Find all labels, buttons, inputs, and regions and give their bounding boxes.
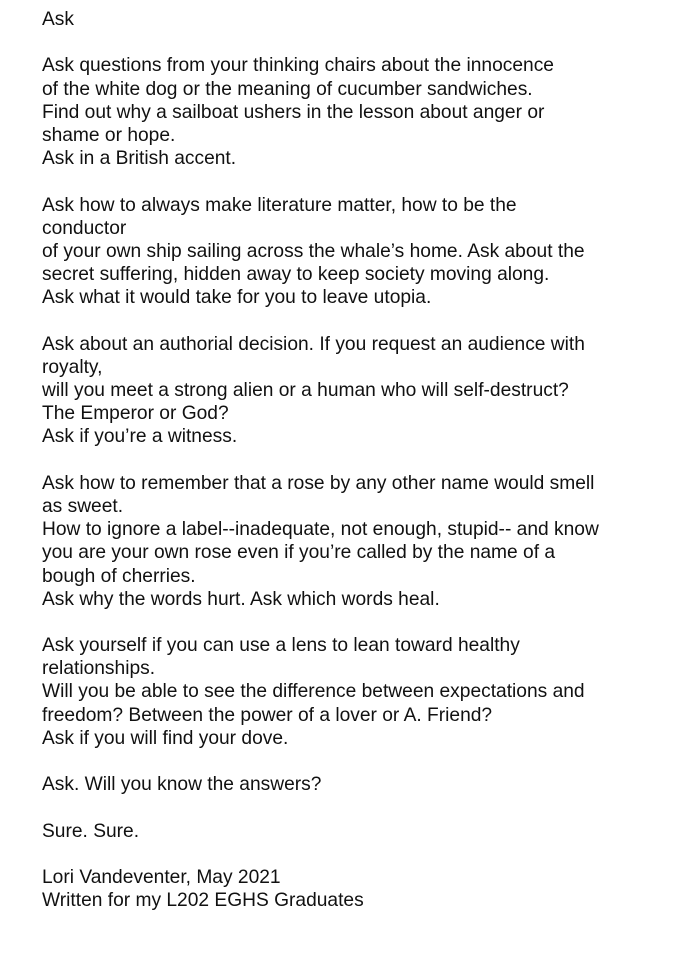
poem-body	[42, 54, 682, 842]
poem-line: royalty,	[42, 356, 103, 378]
poem-line: Ask yourself if you can use a lens to lean toward healthy	[42, 635, 520, 657]
poem-line: Ask about an authorial decision. If you request an audience with	[42, 333, 585, 355]
poem-line: Sure. Sure.	[42, 820, 140, 842]
stanza	[42, 333, 682, 449]
poem-line: of your own ship sailing across the whale’s home. Ask about the	[42, 240, 585, 262]
dedication-line: Written for my L202 EGHS Graduates	[42, 890, 364, 912]
poem-line: Will you be able to see the difference between expectations and	[42, 681, 585, 703]
poem-line: freedom? Between the power of a lover or A. Friend?	[42, 704, 493, 726]
poem-line: shame or hope.	[42, 124, 176, 146]
poem-line: as sweet.	[42, 495, 124, 517]
stanza	[42, 194, 682, 310]
poem-line: Ask how to remember that a rose by any other name would smell	[42, 472, 595, 494]
stanza	[42, 472, 682, 611]
stanza	[42, 634, 682, 750]
stanza	[42, 773, 682, 796]
poem-line: will you meet a strong alien or a human who will self-destruct?	[42, 380, 569, 401]
poem-line: Ask questions from your thinking chairs about the innocence	[42, 55, 554, 77]
poem-title-block	[42, 8, 682, 31]
poem-line: Ask in a British accent.	[42, 148, 237, 170]
poem-line: you are your own rose even if you’re called by the name of a	[42, 542, 556, 564]
poem-document	[42, 8, 682, 912]
poem-line: conductor	[42, 217, 127, 239]
poem-line: of the white dog or the meaning of cucumber sandwiches.	[42, 78, 533, 100]
poem-line: The Emperor or God?	[42, 403, 229, 425]
poem-title: Ask	[42, 9, 74, 30]
poem-line: Ask what it would take for you to leave utopia.	[42, 287, 432, 309]
poem-line: Ask why the words hurt. Ask which words heal.	[42, 588, 440, 610]
poem-line: Find out why a sailboat ushers in the lesson about anger or	[42, 101, 545, 123]
poem-line: How to ignore a label--inadequate, not enough, stupid-- and know	[42, 519, 599, 541]
poem-line: Ask if you will find your dove.	[42, 727, 289, 749]
poem-line: Ask. Will you know the answers?	[42, 774, 322, 796]
poem-line: Ask how to always make literature matter, how to be the	[42, 194, 517, 216]
poem-line: secret suffering, hidden away to keep society moving along.	[42, 264, 550, 286]
poem-line: Ask if you’re a witness.	[42, 426, 238, 448]
signature-block	[42, 866, 682, 912]
stanza	[42, 820, 682, 843]
stanza	[42, 54, 682, 170]
poem-line: relationships.	[42, 658, 156, 680]
poem-line: bough of cherries.	[42, 565, 196, 587]
author-line: Lori Vandeventer, May 2021	[42, 866, 281, 888]
